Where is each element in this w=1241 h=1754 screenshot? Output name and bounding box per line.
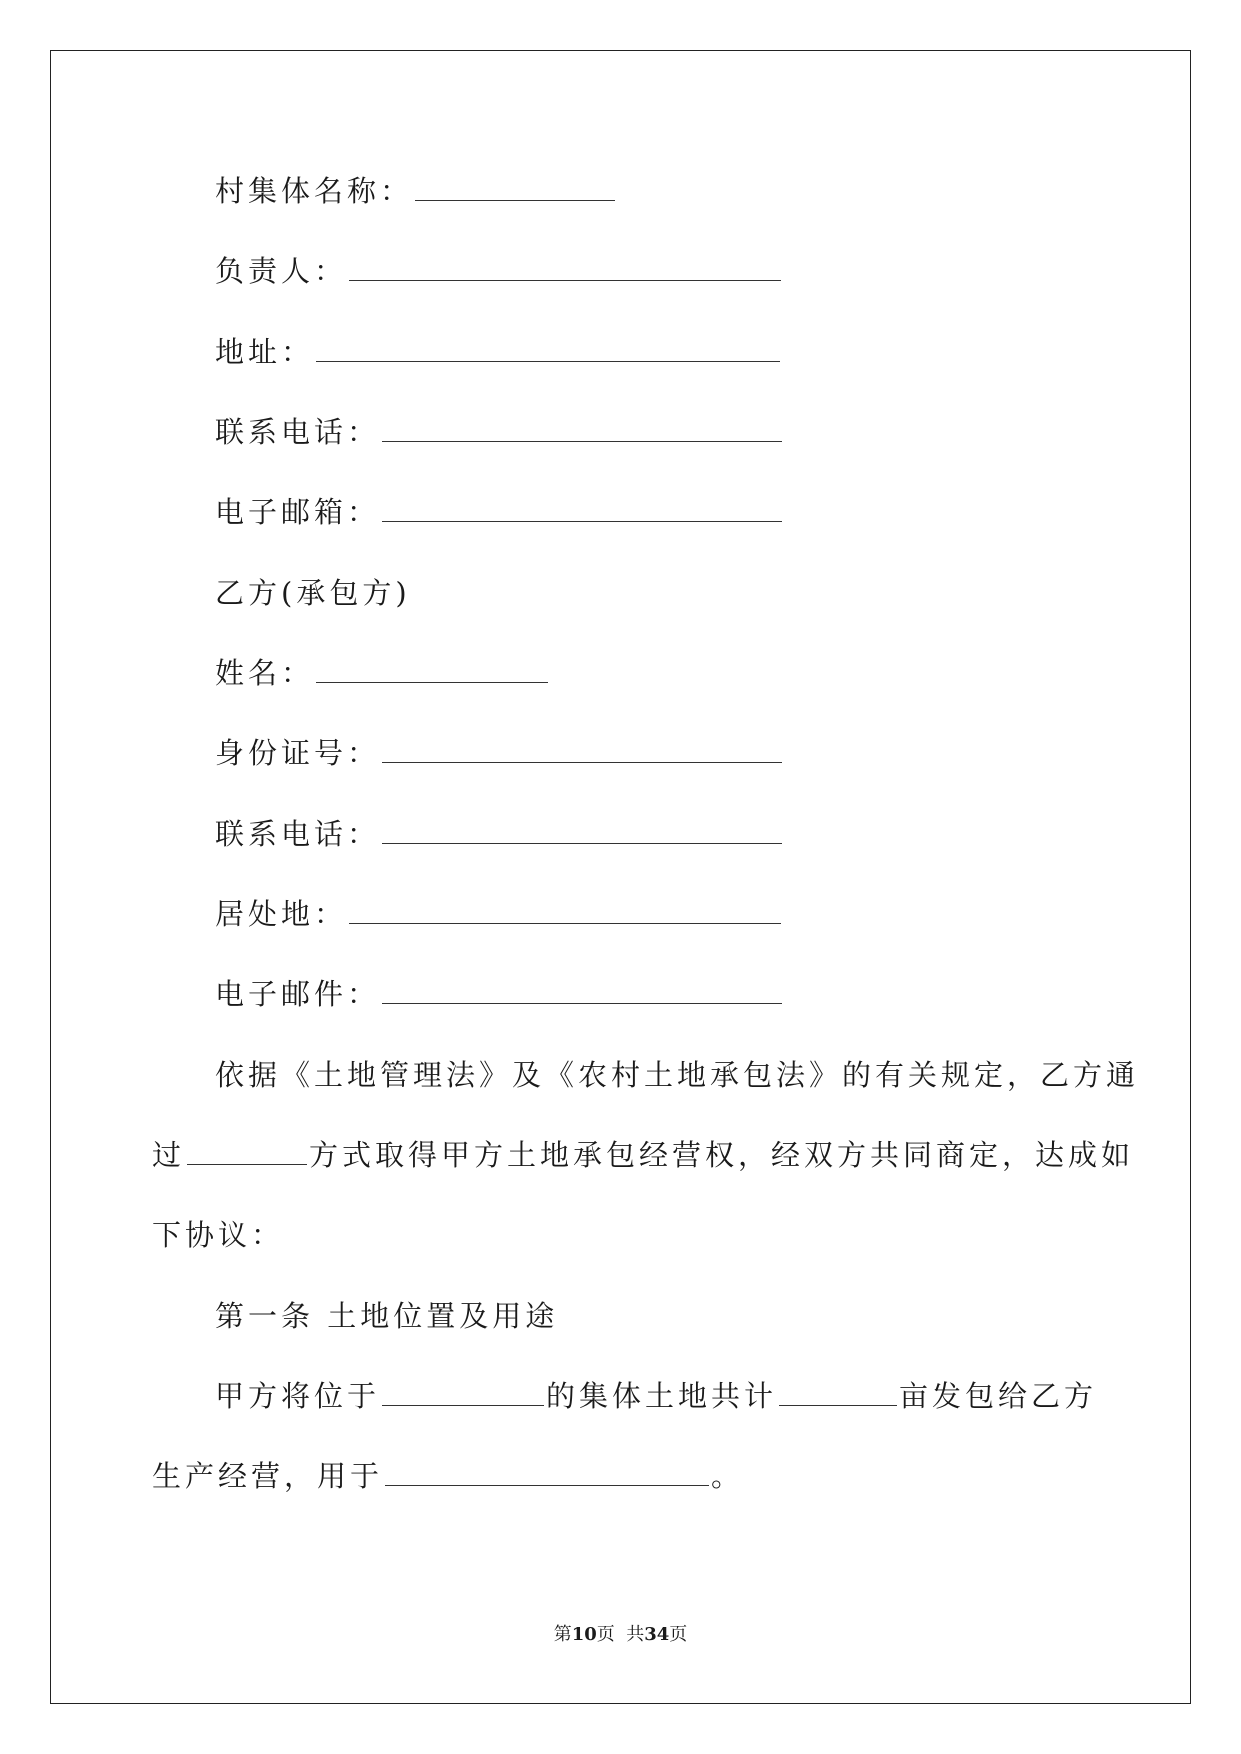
footer-total-pages: 34 <box>644 1624 670 1645</box>
phone-a-blank <box>382 417 782 442</box>
email-a-blank <box>382 497 782 522</box>
village-name-line <box>215 171 617 211</box>
footer-page-number: 10 <box>571 1624 597 1645</box>
id-number-label: 身份证号： <box>215 736 381 770</box>
land-text-1b: 的集体土地共计 <box>546 1379 778 1413</box>
basis-text-2b: 方式取得甲方土地承包经营权，经双方共同商定，达成如 <box>309 1138 1135 1172</box>
email-b-blank <box>382 979 782 1004</box>
article-1-heading <box>215 1296 558 1336</box>
method-blank <box>187 1140 307 1165</box>
footer-suffix: 页 <box>669 1624 688 1645</box>
land-paragraph-line-1 <box>215 1376 1097 1416</box>
article-1-title: 第一条 土地位置及用途 <box>215 1299 559 1333</box>
usage-blank <box>385 1461 709 1486</box>
person-in-charge-blank <box>349 256 781 281</box>
village-name-label: 村集体名称： <box>215 174 414 208</box>
basis-paragraph-line-1 <box>215 1055 1139 1095</box>
basis-text-1: 依据《土地管理法》及《农村土地承包法》的有关规定，乙方通 <box>215 1058 1140 1092</box>
page-footer <box>0 1623 1241 1647</box>
address-blank <box>316 337 780 362</box>
land-text-2b: 。 <box>711 1459 745 1493</box>
residence-label: 居处地： <box>215 897 348 931</box>
land-text-1a: 甲方将位于 <box>215 1379 381 1413</box>
name-blank <box>316 658 548 683</box>
email-b-label: 电子邮件： <box>215 977 381 1011</box>
party-b-label: 乙方(承包方) <box>215 576 411 610</box>
phone-a-label: 联系电话： <box>215 415 381 449</box>
footer-mid: 页 共 <box>596 1624 645 1645</box>
id-number-line <box>215 733 784 773</box>
phone-b-line <box>215 814 784 854</box>
land-text-2a: 生产经营，用于 <box>152 1459 384 1493</box>
address-line <box>215 332 782 372</box>
party-b-heading <box>215 573 411 613</box>
email-b-line <box>215 974 784 1014</box>
land-paragraph-line-2 <box>152 1456 744 1496</box>
residence-line <box>215 894 783 934</box>
person-in-charge-label: 负责人： <box>215 254 348 288</box>
basis-text-3: 下协议： <box>152 1218 285 1252</box>
name-label: 姓名： <box>215 656 315 690</box>
land-text-1c: 亩发包给乙方 <box>899 1379 1098 1413</box>
location-blank <box>382 1381 544 1406</box>
email-a-label: 电子邮箱： <box>215 495 381 529</box>
basis-text-2a: 过 <box>152 1138 186 1172</box>
residence-blank <box>349 899 781 924</box>
area-blank <box>779 1381 897 1406</box>
basis-paragraph-line-2 <box>152 1135 1134 1175</box>
footer-prefix: 第 <box>553 1624 572 1645</box>
phone-a-line <box>215 412 784 452</box>
name-line <box>215 653 550 693</box>
phone-b-blank <box>382 819 782 844</box>
email-a-line <box>215 492 784 532</box>
person-in-charge-line <box>215 251 783 291</box>
phone-b-label: 联系电话： <box>215 817 381 851</box>
village-name-blank <box>415 176 615 201</box>
address-label: 地址： <box>215 335 315 369</box>
id-number-blank <box>382 738 782 763</box>
basis-paragraph-line-3 <box>152 1215 284 1255</box>
